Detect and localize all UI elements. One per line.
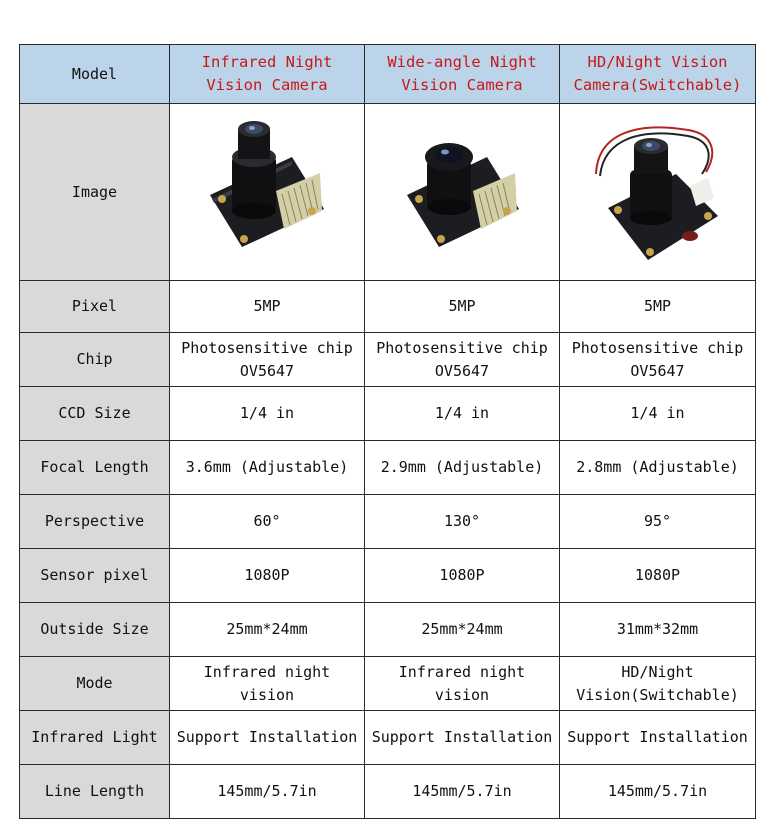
table-row — [20, 657, 756, 711]
infrared-light-value: Support Installation — [365, 711, 560, 765]
focal-length-value: 2.8mm (Adjustable) — [560, 441, 756, 495]
outside-size-value: 25mm*24mm — [170, 603, 365, 657]
row-label-mode: Mode — [20, 657, 170, 711]
ccd-size-value: 1/4 in — [560, 387, 756, 441]
table-row — [20, 603, 756, 657]
table-row — [20, 441, 756, 495]
chip-line1: Photosensitive chip — [571, 338, 744, 357]
sensor-pixel-value: 1080P — [560, 549, 756, 603]
row-label-pixel: Pixel — [20, 281, 170, 333]
product-title-line2: Vision Camera — [206, 76, 328, 94]
chip-line1: Photosensitive chip — [376, 338, 548, 357]
row-label-ccd-size: CCD Size — [20, 387, 170, 441]
header-row — [20, 45, 756, 104]
image-cell-hd-night — [560, 104, 756, 281]
table-row — [20, 765, 756, 819]
ccd-size-value: 1/4 in — [365, 387, 560, 441]
table-row — [20, 495, 756, 549]
pixel-value: 5MP — [170, 281, 365, 333]
table-row — [20, 333, 756, 387]
ccd-size-value: 1/4 in — [170, 387, 365, 441]
model-label: Model — [71, 64, 118, 83]
row-label-image: Image — [20, 104, 170, 281]
image-cell-wide-angle — [365, 104, 560, 281]
sensor-pixel-value: 1080P — [170, 549, 365, 603]
product-title-line1: Infrared Night — [201, 53, 333, 71]
line-length-value: 145mm/5.7in — [170, 765, 365, 819]
mode-line2: Vision(Switchable) — [576, 685, 739, 704]
mode-line1: HD/Night — [621, 662, 694, 681]
table-row — [20, 387, 756, 441]
mode-value — [560, 657, 756, 711]
row-label-outside-size: Outside Size — [20, 603, 170, 657]
wide-angle-camera-module-photo — [387, 117, 537, 267]
product-title-line1: Wide-angle Night — [387, 53, 537, 71]
perspective-value: 130° — [365, 495, 560, 549]
infrared-light-value: Support Installation — [560, 711, 756, 765]
row-label-infrared-light: Infrared Light — [20, 711, 170, 765]
chip-value — [365, 333, 560, 387]
sensor-pixel-value: 1080P — [365, 549, 560, 603]
product-header-wide-angle — [365, 45, 560, 104]
table-row — [20, 281, 756, 333]
mode-line2: vision — [434, 685, 490, 704]
infrared-camera-module-photo — [192, 117, 342, 267]
image-row — [20, 104, 756, 281]
row-label-focal-length: Focal Length — [20, 441, 170, 495]
row-label-sensor-pixel: Sensor pixel — [20, 549, 170, 603]
hd-night-switchable-camera-module-photo — [578, 112, 738, 272]
table-row — [20, 711, 756, 765]
row-label-line-length: Line Length — [20, 765, 170, 819]
mode-value — [170, 657, 365, 711]
model-header-cell — [20, 45, 170, 104]
chip-value — [170, 333, 365, 387]
perspective-value: 95° — [560, 495, 756, 549]
focal-length-value: 2.9mm (Adjustable) — [365, 441, 560, 495]
row-label-perspective: Perspective — [20, 495, 170, 549]
spec-comparison-table — [19, 44, 756, 819]
chip-line2: OV5647 — [630, 361, 685, 380]
chip-value — [560, 333, 756, 387]
pixel-value: 5MP — [560, 281, 756, 333]
chip-line2: OV5647 — [434, 361, 490, 380]
mode-value — [365, 657, 560, 711]
table-row — [20, 549, 756, 603]
mode-line2: vision — [239, 685, 295, 704]
chip-line2: OV5647 — [239, 361, 295, 380]
mode-line1: Infrared night — [398, 662, 526, 681]
product-header-infrared — [170, 45, 365, 104]
perspective-value: 60° — [170, 495, 365, 549]
outside-size-value: 31mm*32mm — [560, 603, 756, 657]
infrared-light-value: Support Installation — [170, 711, 365, 765]
product-title-line2: Camera(Switchable) — [573, 76, 742, 94]
product-title-line2: Vision Camera — [401, 76, 523, 94]
row-label-chip: Chip — [20, 333, 170, 387]
product-header-hd-night — [560, 45, 756, 104]
focal-length-value: 3.6mm (Adjustable) — [170, 441, 365, 495]
line-length-value: 145mm/5.7in — [560, 765, 756, 819]
product-title-line1: HD/Night Vision — [587, 53, 728, 71]
line-length-value: 145mm/5.7in — [365, 765, 560, 819]
outside-size-value: 25mm*24mm — [365, 603, 560, 657]
pixel-value: 5MP — [365, 281, 560, 333]
image-cell-infrared — [170, 104, 365, 281]
mode-line1: Infrared night — [203, 662, 331, 681]
chip-line1: Photosensitive chip — [181, 338, 353, 357]
